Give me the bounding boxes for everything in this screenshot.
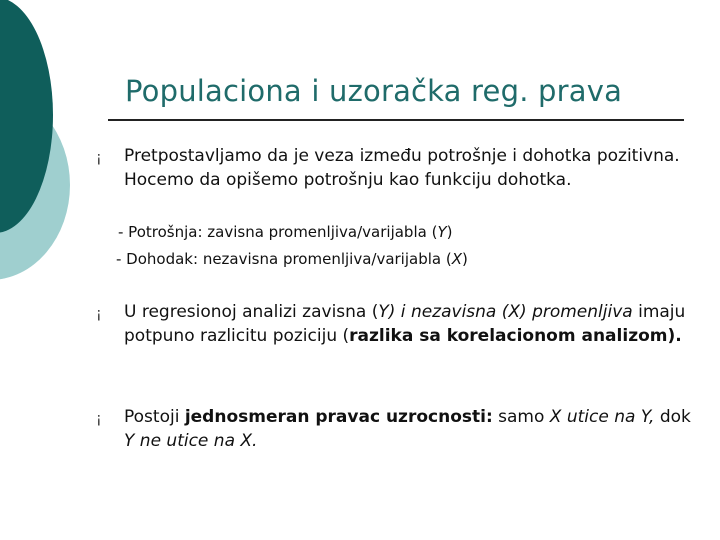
slide-title: Populaciona i uzoračka reg. prava xyxy=(125,74,623,108)
sub-point-consumption xyxy=(118,222,452,242)
point-1-text: Pretpostavljamo da je veza između potrošnje i dohotka pozitivna. Hocemo da opišemo potrošnju kao funkciju dohotka. xyxy=(124,146,680,190)
point-3-bold: jednosmeran pravac uzrocnosti: xyxy=(184,407,493,427)
variable-y: Y xyxy=(437,223,447,241)
bullet-icon: ¡ xyxy=(96,411,102,427)
sub-point-consumption-text: - Potrošnja: zavisna promenljiva/varijabla ( xyxy=(118,223,438,241)
sub-point-income-text: - Dohodak: nezavisna promenljiva/varijabla ( xyxy=(116,250,452,268)
point-3-part-3: samo xyxy=(492,407,550,427)
variable-x: X xyxy=(451,250,462,268)
point-3-part-5: dok xyxy=(654,407,691,427)
point-2-part-3: imaju potpuno razlicitu poziciju ( xyxy=(124,302,686,346)
bullet-icon: ¡ xyxy=(96,150,102,166)
point-2-bold: razlika sa korelacionom analizom). xyxy=(349,326,682,346)
bullet-icon: ¡ xyxy=(96,306,102,322)
decorative-circles xyxy=(0,0,80,290)
point-3-part-1: Postoji xyxy=(124,407,185,427)
closing-paren: ) xyxy=(462,250,468,268)
closing-paren: ) xyxy=(446,223,453,241)
point-3-text xyxy=(124,405,694,453)
sub-point-income xyxy=(116,249,468,269)
point-3-italic-1: X utice na Y, xyxy=(549,407,655,427)
point-3-italic-2: Y ne utice na X. xyxy=(124,431,258,451)
point-2-variables-italic: Y) i nezavisna (X) promenljiva xyxy=(378,302,633,322)
point-2-text xyxy=(124,300,694,348)
point-2-part-1: U regresionoj analizi zavisna ( xyxy=(124,302,379,322)
title-divider xyxy=(108,119,684,121)
